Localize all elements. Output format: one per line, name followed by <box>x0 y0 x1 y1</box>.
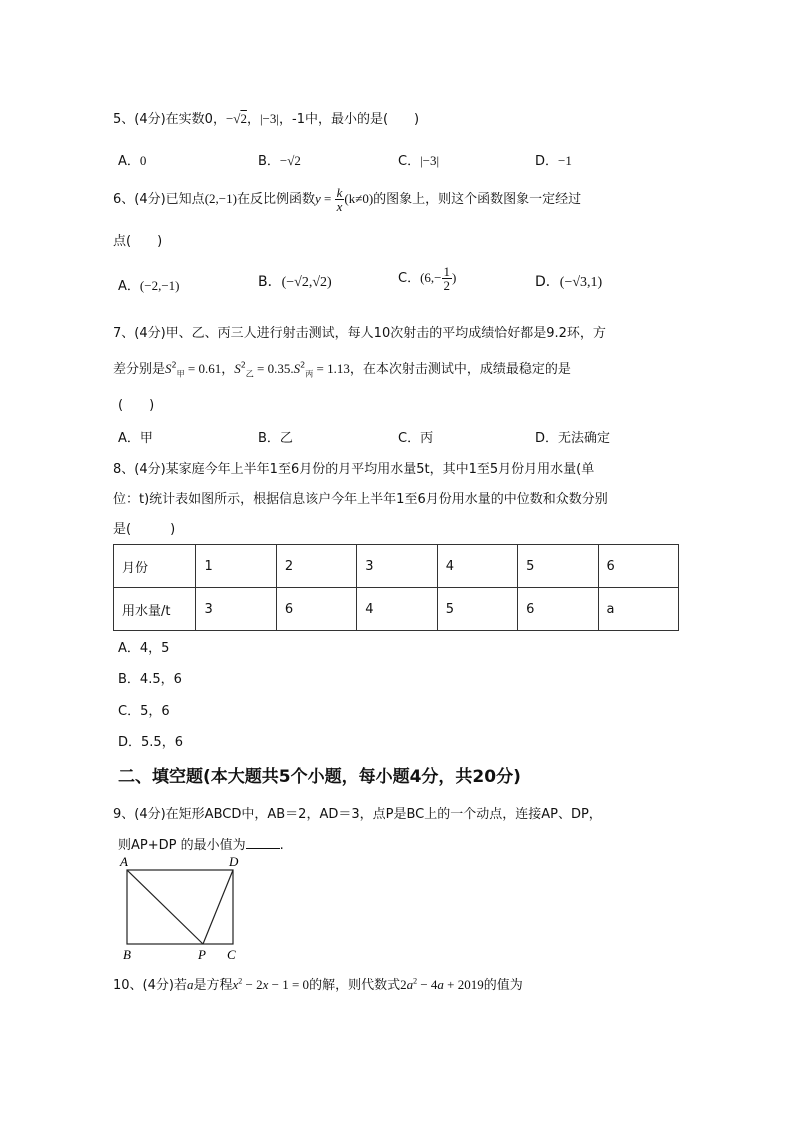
fraction-one-half: $\frac{1}{2}$ <box>443 264 450 293</box>
table-cell: 4 <box>437 545 517 588</box>
q7-option-b: B．乙 <box>258 431 293 446</box>
q8-line2: 位：t)统计表如图所示，根据信息该户今年上半年1至6月份用水量的中位数和众数分别 <box>113 492 608 507</box>
q5-option-a: A．0 <box>118 153 147 169</box>
label-d: D <box>229 854 239 869</box>
q5-option-d: D．−1 <box>535 153 572 169</box>
q8-line3: 是( ) <box>113 522 176 537</box>
segment-ap <box>127 870 203 944</box>
q7-line1: 7、(4分)甲、乙、丙三人进行射击测试，每人10次射击的平均成绩恰好都是9.2环，方 <box>113 326 606 341</box>
q6-line2: 点( ) <box>113 234 163 249</box>
table-row <box>114 545 679 588</box>
q8-line1: 8、(4分)某家庭今年上半年1至6月份的月平均用水量5t，其中1至5月份月用水量(单 <box>113 462 595 477</box>
rectangle-abcd <box>127 870 233 944</box>
label-a: A <box>120 854 128 869</box>
table-cell: 5 <box>518 545 598 588</box>
q7-line3: ( ) <box>118 398 155 413</box>
rectangle-diagram <box>115 852 250 964</box>
table-cell: 6 <box>276 588 356 631</box>
q5-option-c: C．|−3| <box>398 153 440 169</box>
table-cell: 6 <box>598 545 679 588</box>
table-cell: a <box>598 588 679 631</box>
neg-sqrt2: −√2 <box>225 111 247 126</box>
q6-option-a: A．(−2,−1) <box>118 278 180 294</box>
section-title: 二、填空题(本大题共5个小题，每小题4分，共20分) <box>118 767 521 787</box>
q5-stem: 5、(4分)在实数0，−√2，|−3|，-1中，最小的是( ) <box>113 111 420 127</box>
table-cell: 3 <box>196 588 276 631</box>
q7-line2: 差分别是$S^2_甲 = 0.61$，$S^2_乙 = 0.35.S^2_丙 = 1.13$，在本次射击测试中，成绩最稳定的是 <box>113 360 571 379</box>
table-cell: 1 <box>196 545 276 588</box>
q6-option-b: B．(−√2,√2) <box>258 274 332 290</box>
q8-option-b: B．4.5，6 <box>118 672 182 687</box>
q8-option-d: D．5.5，6 <box>118 735 183 750</box>
table-cell: 4 <box>357 588 437 631</box>
table-header-cell: 月份 <box>114 545 196 588</box>
table-cell: 2 <box>276 545 356 588</box>
segment-dp <box>203 870 233 944</box>
q9-line2: 则AP+DP 的最小值为 . <box>118 838 284 853</box>
answer-blank <box>246 836 280 849</box>
q5-option-b: B．−√2 <box>258 153 301 169</box>
table-header-cell: 用水量/t <box>114 588 196 631</box>
table-cell: 6 <box>518 588 598 631</box>
q10-stem: 10、(4分)若a是方程$x^2 - 2x - 1 = 0$的解，则代数式$2a^2 - 4a + 2019$的值为 <box>113 976 523 993</box>
label-b: B <box>123 947 131 962</box>
func-k-over-x: $\frac{k}{x}$ <box>336 185 343 214</box>
q6-option-c: C．(6,− $\frac{1}{2}$ ) <box>398 264 457 293</box>
q6-option-d: D．(−√3,1) <box>535 274 603 290</box>
abs-neg3: |−3| <box>259 111 279 126</box>
q7-option-d: D．无法确定 <box>535 431 611 446</box>
label-c: C <box>227 947 236 962</box>
table-row <box>114 588 679 631</box>
q7-option-a: A．甲 <box>118 431 153 446</box>
table-cell: 3 <box>357 545 437 588</box>
table-cell: 5 <box>437 588 517 631</box>
q7-option-c: C．丙 <box>398 431 434 446</box>
q6-stem: 6、(4分)已知点(2,−1)在反比例函数y = $\frac{k}{x}$ (k≠0)的图象上，则这个函数图象一定经过 <box>113 185 582 214</box>
q9-line1: 9、(4分)在矩形ABCD中，AB＝2，AD＝3，点P是BC上的一个动点，连接AP、DP， <box>113 807 602 822</box>
func-y: y <box>314 191 321 206</box>
label-p: P <box>198 947 206 962</box>
q8-option-c: C．5，6 <box>118 704 170 719</box>
water-usage-table <box>113 544 679 631</box>
q8-option-a: A．4，5 <box>118 641 170 656</box>
